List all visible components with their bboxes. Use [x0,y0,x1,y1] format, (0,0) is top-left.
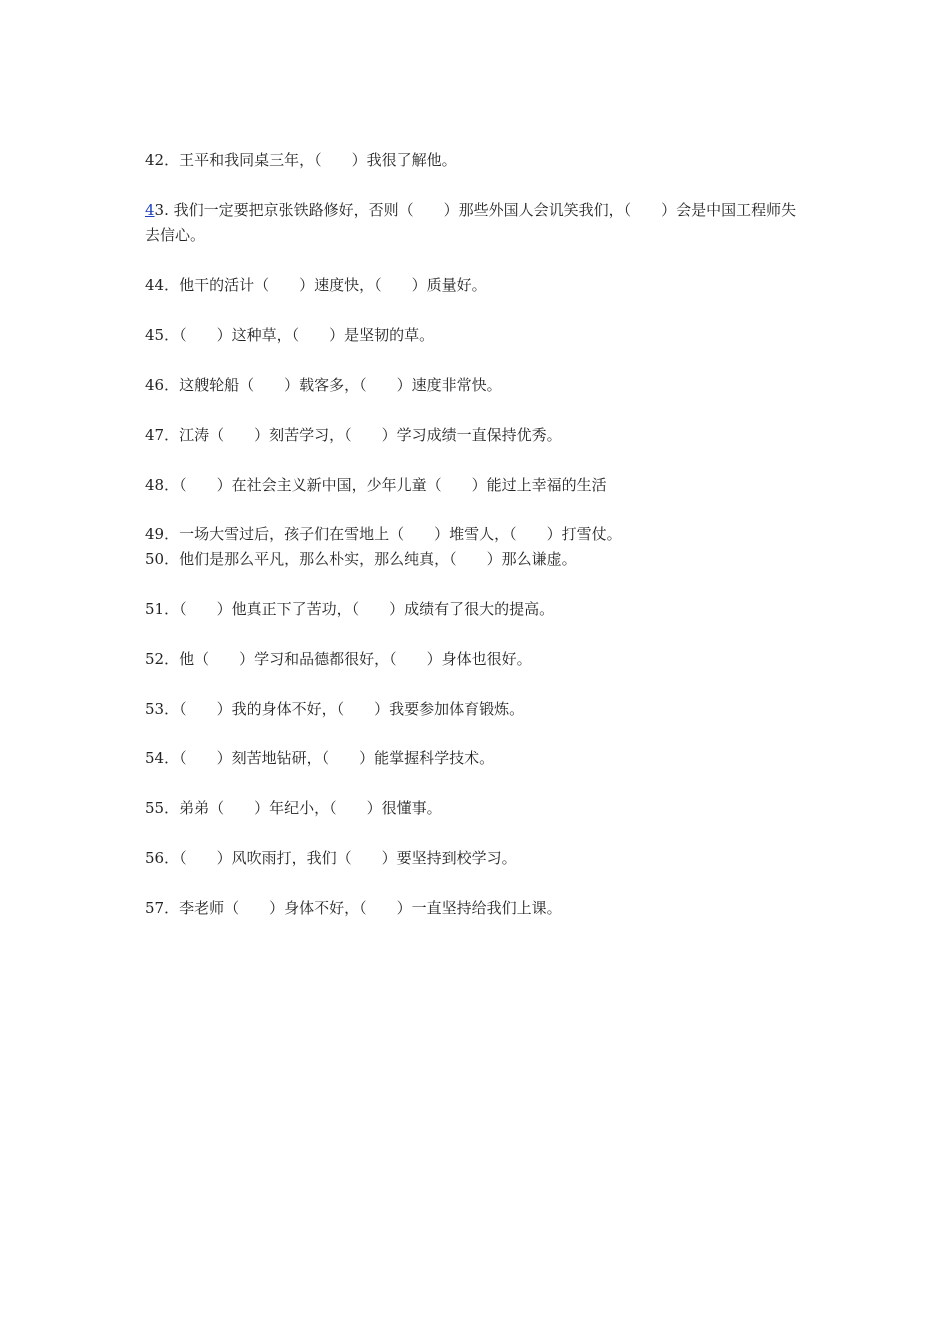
question-text: ．他（ ）学习和品德都很好，（ ）身体也很好。 [164,650,532,668]
question-number: 44 [145,276,165,294]
question-55 [145,796,810,821]
question-44 [145,273,810,298]
question-48 [145,473,810,498]
question-text: ．这艘轮船（ ）载客多，（ ）速度非常快。 [164,376,502,394]
question-number-link[interactable]: 4 [145,201,155,219]
question-text: ．（ ）这种草，（ ）是坚韧的草。 [164,326,435,344]
question-text: . 我们一定要把京张铁路修好，否则（ ）那些外国人会讥笑我们，（ ）会是中国工程师失去信心。 [145,201,797,244]
question-43 [145,198,810,248]
question-text: ．江涛（ ）刻苦学习，（ ）学习成绩一直保持优秀。 [164,426,562,444]
question-number: 54 [145,749,165,767]
question-52 [145,647,810,672]
question-46 [145,373,810,398]
question-50 [145,547,810,572]
question-56 [145,846,810,871]
question-number: 46 [145,376,165,394]
question-number: 53 [145,700,165,718]
question-number: 57 [145,899,165,917]
question-number: 48 [145,476,165,494]
question-text: ．李老师（ ）身体不好，（ ）一直坚持给我们上课。 [164,899,562,917]
question-57 [145,896,810,921]
question-text: ．王平和我同桌三年，（ ）我很了解他。 [164,151,457,169]
question-text: ．一场大雪过后，孩子们在雪地上（ ）堆雪人，（ ）打雪仗。 [164,525,622,543]
question-51 [145,597,810,622]
question-number: 50 [145,550,165,568]
question-number: 49 [145,525,165,543]
question-text: ．（ ）在社会主义新中国，少年儿童（ ）能过上幸福的生活 [164,476,607,494]
question-number: 51 [145,600,165,618]
question-number: 45 [145,326,165,344]
question-number: 55 [145,799,165,817]
question-text: ．（ ）我的身体不好，（ ）我要参加体育锻炼。 [164,700,525,718]
question-42 [145,148,810,173]
question-text: ．他干的活计（ ）速度快，（ ）质量好。 [164,276,487,294]
question-number: 47 [145,426,165,444]
question-number: 56 [145,849,165,867]
question-number: 52 [145,650,165,668]
question-text: ．（ ）刻苦地钻研，（ ）能掌握科学技术。 [164,749,495,767]
question-53 [145,697,810,722]
question-number-rest: 3 [154,201,165,219]
question-text: ．（ ）他真正下了苦功，（ ）成绩有了很大的提高。 [164,600,555,618]
question-number: 42 [145,151,165,169]
question-47 [145,423,810,448]
question-45 [145,323,810,348]
question-49 [145,522,810,547]
question-text: ．弟弟（ ）年纪小，（ ）很懂事。 [164,799,442,817]
question-text: ．（ ）风吹雨打，我们（ ）要坚持到校学习。 [164,849,517,867]
question-text: ．他们是那么平凡，那么朴实，那么纯真，（ ）那么谦虚。 [164,550,577,568]
question-54 [145,746,810,771]
